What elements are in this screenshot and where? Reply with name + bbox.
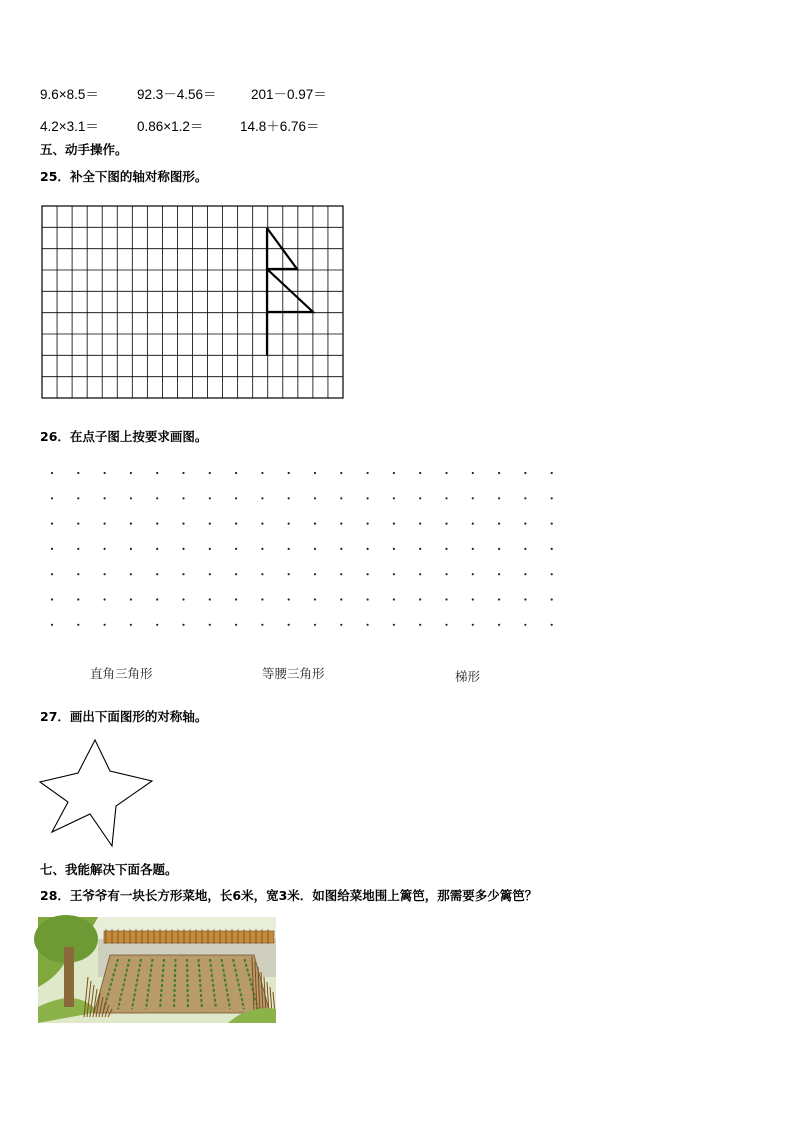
grid-dot (367, 497, 369, 499)
grid-dot (104, 624, 106, 626)
grid-dot (524, 472, 526, 474)
calc-expr-2-3: 14.8＋6.76＝ (240, 119, 320, 134)
grid-dot (472, 497, 474, 499)
grid-dot (77, 548, 79, 550)
grid-dot (314, 472, 316, 474)
label-right-triangle: 直角三角形 (90, 666, 153, 681)
grid-dot (314, 624, 316, 626)
grid-dot (393, 573, 395, 575)
grid-dot (51, 624, 53, 626)
grid-dot (156, 624, 158, 626)
grid-dot (340, 472, 342, 474)
grid-dot (367, 624, 369, 626)
grid-dot (419, 472, 421, 474)
label-isosceles-triangle: 等腰三角形 (262, 666, 325, 681)
grid-dot (288, 548, 290, 550)
grid-dot (104, 523, 106, 525)
calc-expr-2-1: 4.2×3.1＝ (40, 119, 99, 134)
grid-dot (340, 523, 342, 525)
grid-dot (130, 548, 132, 550)
grid-dot (288, 497, 290, 499)
grid-dot (288, 573, 290, 575)
grid-dot (393, 497, 395, 499)
grid-dot (261, 472, 263, 474)
grid-dot (472, 573, 474, 575)
grid-dot (498, 497, 500, 499)
grid-dot (419, 624, 421, 626)
grid-dot (367, 573, 369, 575)
grid-dot (419, 548, 421, 550)
grid-dot (314, 548, 316, 550)
grid-dot (235, 472, 237, 474)
grid-dot (445, 573, 447, 575)
grid-dot (472, 548, 474, 550)
calc-expr-2-2: 0.86×1.2＝ (137, 119, 204, 134)
question-27-text: 27．画出下面图形的对称轴。 (40, 709, 208, 724)
grid-dot (77, 497, 79, 499)
label-trapezoid: 梯形 (455, 669, 481, 684)
grid-dot (551, 523, 553, 525)
grid-dot (524, 523, 526, 525)
grid-dot (498, 472, 500, 474)
grid-dot (209, 624, 211, 626)
grid-dot (156, 523, 158, 525)
half-figure-lower-flag (267, 269, 313, 312)
grid-dot (156, 548, 158, 550)
grid-dot (130, 573, 132, 575)
grid-dot (340, 573, 342, 575)
grid-dot (498, 523, 500, 525)
grid-dot (261, 548, 263, 550)
grid-dot (130, 497, 132, 499)
grid-dot (551, 497, 553, 499)
grid-dot (393, 472, 395, 474)
grid-dot (314, 598, 316, 600)
grid-dot (472, 598, 474, 600)
grid-dot (288, 598, 290, 600)
section-5-title: 五、动手操作。 (40, 142, 128, 157)
grid-dot (209, 548, 211, 550)
grid-dot (130, 598, 132, 600)
question-28-text: 28．王爷爷有一块长方形菜地，长6米，宽3米．如图给菜地围上篱笆，那需要多少篱笆？ (40, 888, 538, 903)
grid-dot (472, 472, 474, 474)
grid-dot (209, 598, 211, 600)
grid-dot (182, 598, 184, 600)
grid-dot (182, 573, 184, 575)
grid-dot (445, 497, 447, 499)
grid-dot (393, 598, 395, 600)
grid-dot (104, 548, 106, 550)
grid-dot (445, 548, 447, 550)
grid-dot (524, 497, 526, 499)
grid-dot (314, 523, 316, 525)
grid-dot (182, 472, 184, 474)
grid-dot (77, 472, 79, 474)
grid-dot (51, 472, 53, 474)
dot-grid (40, 465, 550, 635)
grid-dot (551, 624, 553, 626)
back-fence (104, 931, 274, 943)
grid-dot (77, 523, 79, 525)
grid-dot (261, 598, 263, 600)
grid-dot (235, 548, 237, 550)
grid-figure (40, 205, 346, 400)
grid-dot (367, 548, 369, 550)
grid-dot (104, 573, 106, 575)
grid-dot (130, 523, 132, 525)
grid-dot (130, 472, 132, 474)
grid-dot (209, 523, 211, 525)
grid-dot (551, 548, 553, 550)
grid-dot (524, 548, 526, 550)
grid-dot (340, 598, 342, 600)
calc-expr-1-1: 9.6×8.5＝ (40, 87, 99, 102)
grid-dot (367, 472, 369, 474)
grid-dot (445, 624, 447, 626)
grid-dot (498, 598, 500, 600)
grid-dot (104, 472, 106, 474)
grid-dot (51, 497, 53, 499)
grid-dot (419, 573, 421, 575)
grid-dot (393, 624, 395, 626)
grid-dot (445, 598, 447, 600)
grid-dot (261, 624, 263, 626)
grid-dot (288, 523, 290, 525)
grid-dot (77, 624, 79, 626)
section-7-title: 七、我能解决下面各题。 (40, 862, 178, 877)
grid-dot (261, 523, 263, 525)
grid-dot (182, 523, 184, 525)
grid-dot (314, 573, 316, 575)
grid-dot (524, 573, 526, 575)
calc-expr-1-2: 92.3－4.56＝ (137, 87, 217, 102)
grid-dot (419, 497, 421, 499)
grid-dot (156, 497, 158, 499)
calc-expr-1-3: 201－0.97＝ (251, 87, 327, 102)
grid-dot (524, 624, 526, 626)
grid-dot (472, 523, 474, 525)
grid-dot (419, 523, 421, 525)
grid-dot (288, 624, 290, 626)
grid-dot (235, 598, 237, 600)
grid-dot (498, 548, 500, 550)
grid-dot (367, 523, 369, 525)
grid-dot (498, 573, 500, 575)
grid-dot (314, 497, 316, 499)
grid-dot (104, 497, 106, 499)
vegetable-garden-illustration (38, 917, 276, 1023)
grid-dot (209, 472, 211, 474)
grid-dot (445, 472, 447, 474)
question-26-text: 26．在点子图上按要求画图。 (40, 429, 208, 444)
grid-dot (340, 624, 342, 626)
grid-dot (51, 548, 53, 550)
grid-dot (393, 523, 395, 525)
grid-dot (156, 598, 158, 600)
grid-dot (261, 497, 263, 499)
grid-dot (130, 624, 132, 626)
grid-dot (156, 573, 158, 575)
grid-dot (51, 598, 53, 600)
grid-dot (182, 497, 184, 499)
grid-dot (182, 548, 184, 550)
grid-dot (419, 598, 421, 600)
grid-dot (51, 573, 53, 575)
grid-dot (261, 573, 263, 575)
grid-dot (445, 523, 447, 525)
grid-dot (235, 523, 237, 525)
grid-dot (209, 573, 211, 575)
grid-dot (182, 624, 184, 626)
grid-dot (393, 548, 395, 550)
grid-dot (104, 598, 106, 600)
grid-dot (498, 624, 500, 626)
grid-dot (472, 624, 474, 626)
question-25-text: 25．补全下图的轴对称图形。 (40, 169, 208, 184)
grid-dot (551, 472, 553, 474)
grid-dot (340, 497, 342, 499)
grid-dot (235, 573, 237, 575)
grid-dot (156, 472, 158, 474)
grid-dot (235, 497, 237, 499)
grid-dot (524, 598, 526, 600)
six-point-star (38, 738, 156, 850)
grid-dot (77, 598, 79, 600)
grid-dot (51, 523, 53, 525)
grid-dot (77, 573, 79, 575)
grid-dot (288, 472, 290, 474)
grid-dot (551, 598, 553, 600)
grid-dot (235, 624, 237, 626)
grid-dot (209, 497, 211, 499)
grid-dot (340, 548, 342, 550)
grid-dot (367, 598, 369, 600)
grid-dot (551, 573, 553, 575)
